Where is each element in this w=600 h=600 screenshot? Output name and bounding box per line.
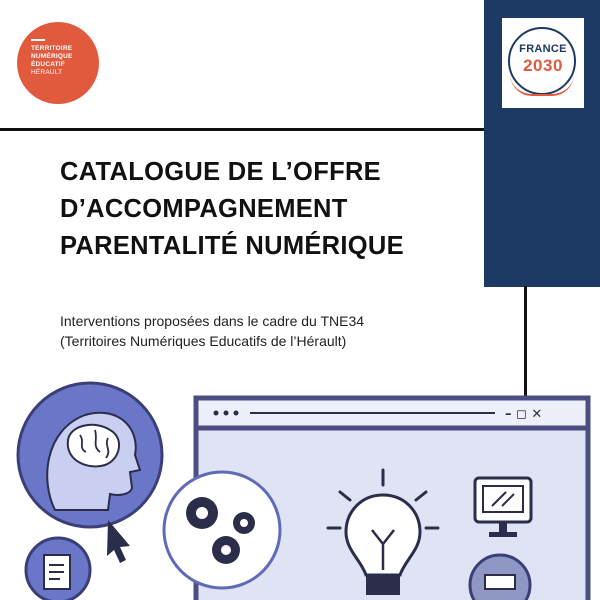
illustration <box>0 370 600 600</box>
logo-line-4: HÉRAULT <box>31 69 63 76</box>
title-line-1: CATALOGUE DE L’OFFRE <box>60 158 381 186</box>
gears-icon <box>164 472 280 588</box>
subtitle-line-1: Interventions proposées dans le cadre du TNE34 <box>60 313 365 329</box>
document-icon <box>26 538 90 600</box>
logo-line-3: ÉDUCATIF <box>31 61 65 68</box>
subtitle-line-2: (Territoires Numériques Educatifs de l’Hérault) <box>60 333 347 349</box>
france-2030-arc <box>510 74 574 96</box>
france-2030-word: FRANCE <box>519 43 567 55</box>
logo-line-1: TERRITOIRE <box>31 45 73 52</box>
title-line-3: PARENTALITÉ NUMÉRIQUE <box>60 232 404 260</box>
title-line-2: D’ACCOMPAGNEMENT <box>60 195 348 223</box>
window-controls: – ◻ ✕ <box>505 407 543 422</box>
top-divider <box>0 128 484 131</box>
head-brain-icon <box>18 383 162 527</box>
tne-herault-logo <box>17 22 99 104</box>
page-subtitle <box>60 311 480 351</box>
france-2030-logo <box>502 18 584 108</box>
page-title <box>60 154 480 265</box>
cursor-icon <box>107 520 130 563</box>
logo-line-2: NUMÉRIQUE <box>31 53 73 60</box>
logo-bar <box>31 39 45 41</box>
france-2030-year: 2030 <box>523 56 563 75</box>
